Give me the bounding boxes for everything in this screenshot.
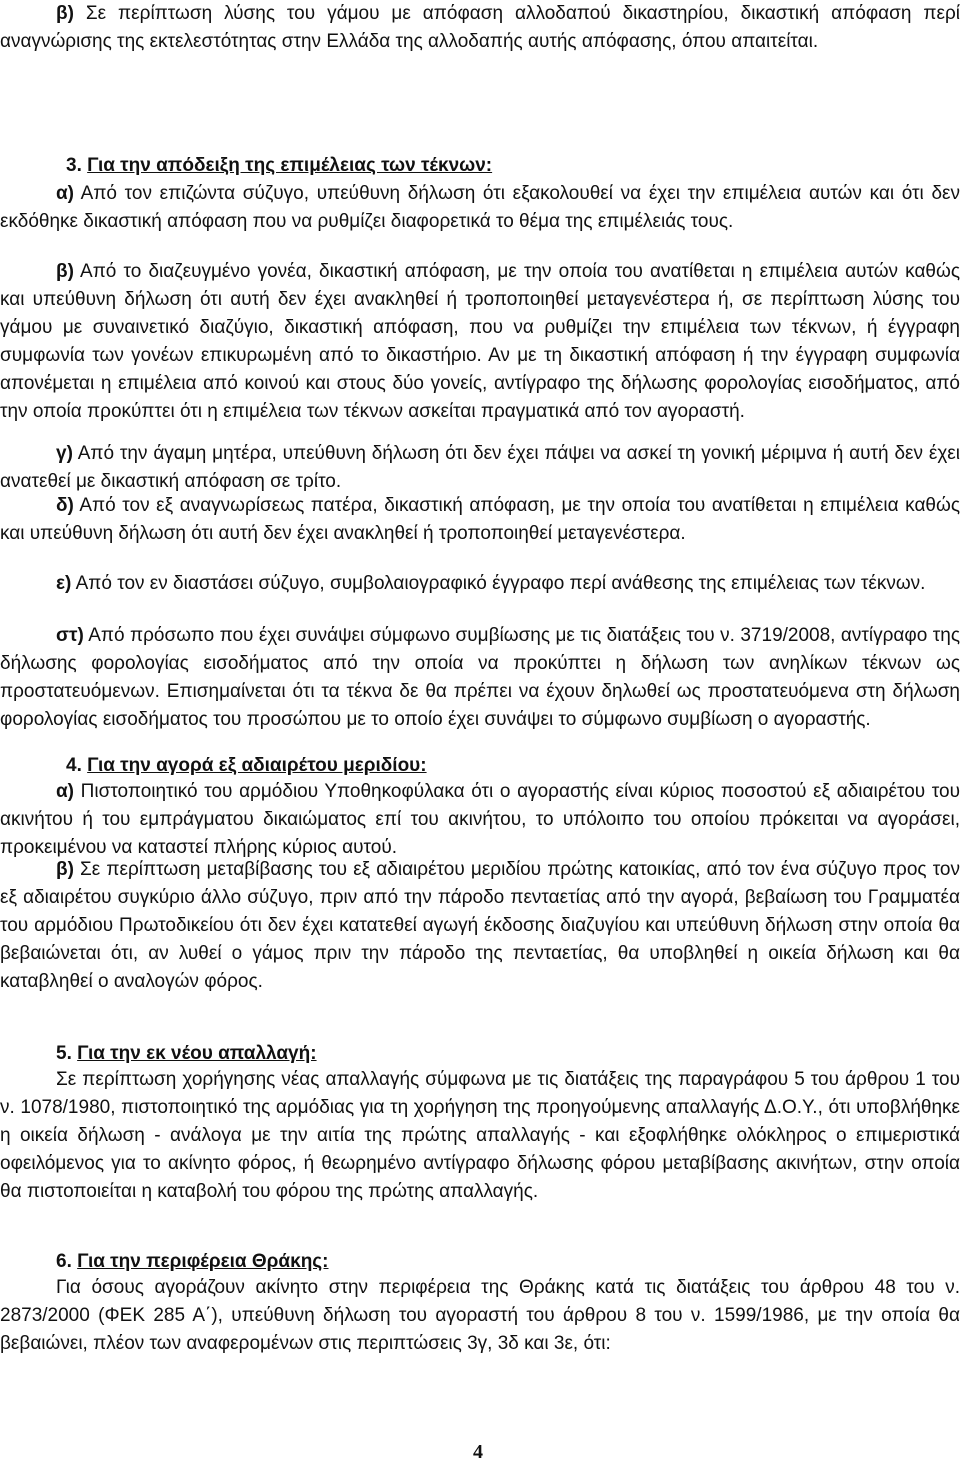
paragraph-3d [0,492,960,548]
section-title: Για την αγορά εξ αδιαιρέτου μεριδίου: [87,755,427,776]
section-title: Για την περιφέρεια Θράκης: [77,1251,329,1272]
paragraph-3b [0,258,960,426]
item-label: α) [56,183,75,204]
paragraph-3f [0,622,960,734]
paragraph-3c [0,440,960,496]
section-title: Για την απόδειξη της επιμέλειας των τέκνων: [87,155,493,176]
paragraph-3a [0,180,960,236]
section-3-heading [66,152,492,180]
item-label: β) [56,859,74,880]
item-text: Σε περίπτωση λύσης του γάμου με απόφαση αλλοδαπού δικαστηρίου, δικαστική απόφαση περί αναγνώρισης της εκτελεστότητας στην Ελλάδα της αλλοδαπής αυτής απόφασης, όπου απαιτείται. [0,3,960,52]
item-text: Από την άγαμη μητέρα, υπεύθυνη δήλωση ότι δεν έχει πάψει να ασκεί τη γονική μέριμνα ή αυτή δεν έχει ανατεθεί με δικαστική απόφαση σε τρίτο. [0,443,960,492]
item-label: β) [56,3,74,24]
page-number: 4 [473,1441,483,1463]
section-number: 4. [66,755,82,776]
paragraph-2b [0,0,960,56]
paragraph-3e [0,570,960,598]
section-number: 5. [56,1043,72,1064]
item-label: α) [56,781,75,802]
section-4-heading [66,752,427,780]
paragraph-5 [0,1066,960,1206]
section-title: Για την εκ νέου απαλλαγή: [77,1043,317,1064]
item-label: β) [56,261,74,282]
item-text: Πιστοποιητικό του αρμόδιου Υποθηκοφύλακα ότι ο αγοραστής είναι κύριος ποσοστού εξ αδιαιρέτου του ακινήτου ή του εμπράγματου δικαιώματος επί του ακινήτου, το υπόλοιπο του οποίου πρόκειται να αγοράσει, προκειμένου να καταστεί πλήρης κύριος αυτού. [0,781,960,858]
item-text: Σε περίπτωση μεταβίβασης του εξ αδιαιρέτου μεριδίου πρώτης κατοικίας, από τον ένα σύζυγο προς τον εξ αδιαιρέτου συγκύριο άλλο σύζυγο, πριν από την πάροδο πενταετίας από την αγορά, βεβαίωση του Γραμματέα του αρμόδιου Πρωτοδικείου ότι δεν έχει κατατεθεί αγωγή έκδοσης διαζυγίου και υπεύθυνη δήλωση στην οποία θα βεβαιώνεται ότι, αν λυθεί ο γάμος πριν την πάροδο της πενταετίας, θα υποβληθεί η οικεία δήλωση και θα καταβληθεί ο αναλογών φόρος. [0,859,960,992]
section-5-heading [56,1040,317,1068]
item-label: ε) [56,573,72,594]
section-6-heading [56,1248,329,1276]
item-text: Από τον εν διαστάσει σύζυγο, συμβολαιογραφικό έγγραφο περί ανάθεσης της επιμέλειας των τέκνων. [71,573,926,594]
section-text: Για όσους αγοράζουν ακίνητο στην περιφέρεια της Θράκης κατά τις διατάξεις του άρθρου 48 του ν. 2873/2000 (ΦΕΚ 285 Α΄), υπεύθυνη δήλωση του αγοραστή του άρθρου 8 του ν. 1599/1986, με την οποία θα βεβαιώνει, πλέον των αναφερομένων στις περιπτώσεις 3γ, 3δ και 3ε, ότι: [0,1277,960,1354]
item-label: γ) [56,443,73,464]
item-text: Από τον εξ αναγνωρίσεως πατέρα, δικαστική απόφαση, με την οποία του ανατίθεται η επιμέλεια καθώς και υπεύθυνη δήλωση ότι αυτή δεν έχει ανακληθεί ή τροποποιηθεί μεταγενέστερα. [0,495,960,544]
item-text: Από τον επιζώντα σύζυγο, υπεύθυνη δήλωση ότι εξακολουθεί να έχει την επιμέλεια αυτών και ότι δεν εκδόθηκε δικαστική απόφαση που να ρυθμίζει διαφορετικά το θέμα της επιμέλειάς τους. [0,183,960,232]
section-text: Σε περίπτωση χορήγησης νέας απαλλαγής σύμφωνα με τις διατάξεις της παραγράφου 5 του άρθρου 1 του ν. 1078/1980, πιστοποιητικό της αρμόδιας για τη χορήγηση της προηγούμενης απαλλαγής Δ.Ο.Υ., ότι υποβλήθηκε η οικεία δήλωση - ανάλογα με την αιτία της πρώτης απαλλαγής - και εξοφλήθηκε ολόκληρος ο επιμεριστικά οφειλόμενος για το ακίνητο φόρος, ή θεωρημένο αντίγραφο δήλωσης φόρου μεταβίβασης ακινήτων, στην οποία θα πιστοποιείται η καταβολή του φόρου της πρώτης απαλλαγής. [0,1069,960,1202]
paragraph-4b [0,856,960,996]
paragraph-6 [0,1274,960,1358]
paragraph-4a [0,778,960,862]
item-text: Από το διαζευγμένο γονέα, δικαστική απόφαση, με την οποία του ανατίθεται η επιμέλεια αυτών καθώς και υπεύθυνη δήλωση ότι αυτή δεν έχει ανακληθεί ή τροποποιηθεί μεταγενέστερα ή, σε περίπτωση λύσης του γάμου με συναινετικό διαζύγιο, δικαστική απόφαση, που να ρυθμίζει την επιμέλεια των τέκνων, ή έγγραφη συμφωνία των γονέων επικυρωμένη από το δικαστήριο. Αν με τη δικαστική απόφαση ή την έγγραφη συμφωνία απονέμεται η επιμέλεια από κοινού και στους δύο γονείς, αντίγραφο της δήλωσης φορολογίας εισοδήματος, από την οποία προκύπτει ότι η επιμέλεια των τέκνων ασκείται πραγματικά από τον αγοραστή. [0,261,960,422]
item-text: Από πρόσωπο που έχει συνάψει σύμφωνο συμβίωσης με τις διατάξεις του ν. 3719/2008, αντίγραφο της δήλωσης φορολογίας εισοδήματος από την οποία να προκύπτει η δήλωση των ανηλίκων τέκνων ως προστατευόμενων. Επισημαίνεται ότι τα τέκνα δε θα πρέπει να έχουν δηλωθεί ως προστατευόμενα στη δήλωση φορολογίας εισοδήματος του προσώπου με το οποίο έχει συνάψει το σύμφωνο συμβίωση ο αγοραστής. [0,625,960,730]
section-number: 3. [66,155,82,176]
item-label: δ) [56,495,74,516]
item-label: στ) [56,625,84,646]
section-number: 6. [56,1251,72,1272]
